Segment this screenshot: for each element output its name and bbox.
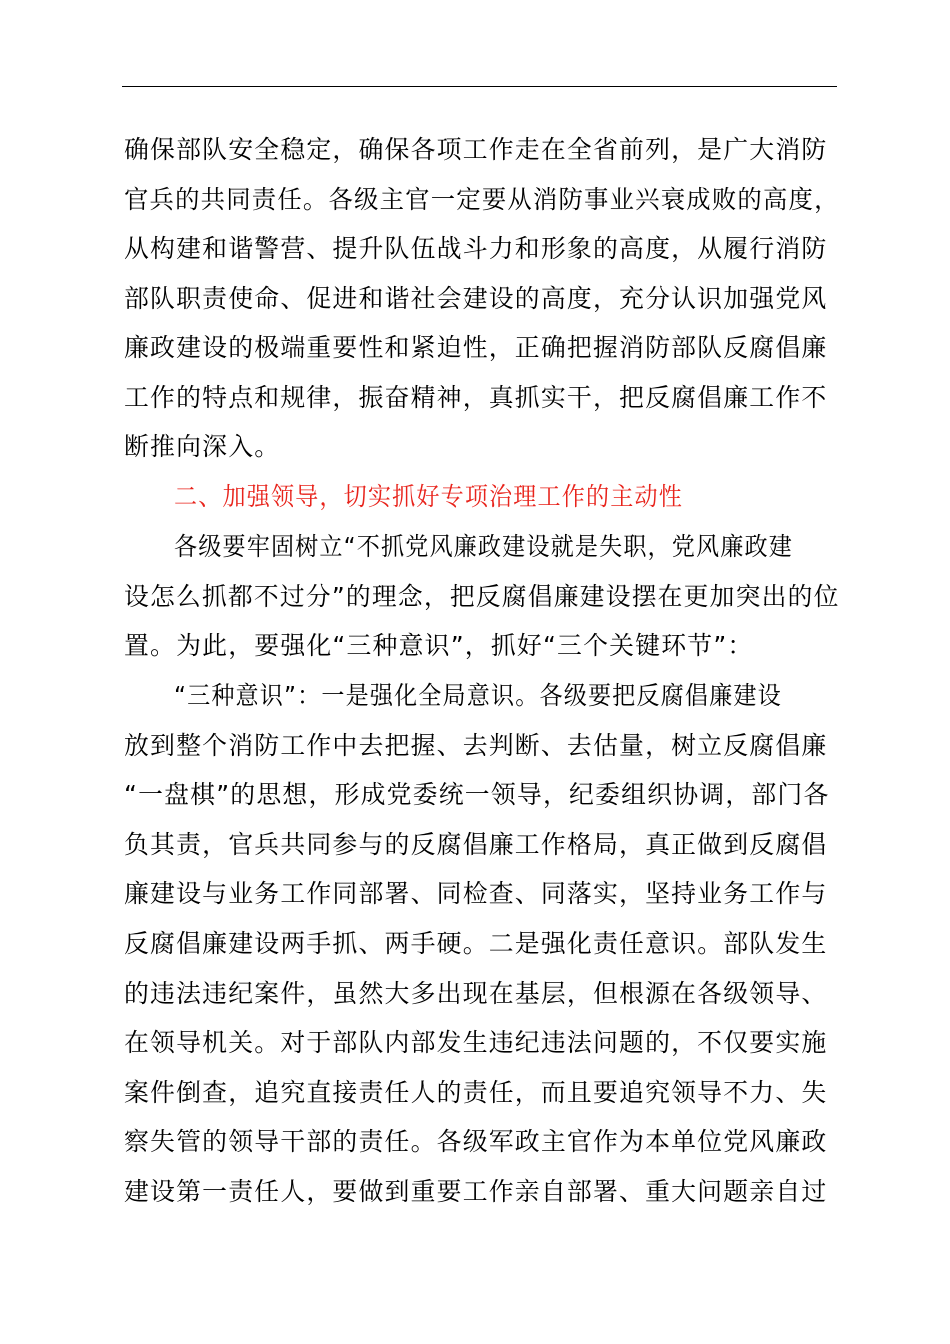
text-line: 设怎么抓都不过分”的理念，把反腐倡廉建设摆在更加突出的位 bbox=[124, 582, 840, 611]
text-line: 各级要牢固树立“不抓党风廉政建设就是失职，党风廉政建 bbox=[174, 532, 793, 561]
section-heading: 二、加强领导，切实抓好专项治理工作的主动性 bbox=[174, 482, 683, 511]
text-line: 在领导机关。对于部队内部发生违纪违法问题的，不仅要实施 bbox=[124, 1028, 828, 1057]
header-rule bbox=[122, 86, 837, 87]
text-line: 放到整个消防工作中去把握、去判断、去估量，树立反腐倡廉 bbox=[124, 731, 828, 760]
text-line: 廉政建设的极端重要性和紧迫性，正确把握消防部队反腐倡廉 bbox=[124, 333, 828, 362]
text-line: 确保部队安全稳定，确保各项工作走在全省前列，是广大消防 bbox=[124, 135, 828, 164]
text-line: 置。为此，要强化“三种意识”，抓好“三个关键环节”： bbox=[124, 631, 754, 660]
text-line: “三种意识”：一是强化全局意识。各级要把反腐倡廉建设 bbox=[174, 681, 782, 710]
text-line: 案件倒查，追究直接责任人的责任，而且要追究领导不力、失 bbox=[124, 1078, 828, 1107]
text-line: 工作的特点和规律，振奋精神，真抓实干，把反腐倡廉工作不 bbox=[124, 383, 828, 412]
text-line: 的违法违纪案件，虽然大多出现在基层，但根源在各级领导、 bbox=[124, 979, 828, 1008]
text-line: 断推向深入。 bbox=[124, 432, 281, 461]
text-line: 负其责，官兵共同参与的反腐倡廉工作格局，真正做到反腐倡 bbox=[124, 830, 828, 859]
text-line: 廉建设与业务工作同部署、同检查、同落实，坚持业务工作与 bbox=[124, 879, 828, 908]
text-line: 建设第一责任人，要做到重要工作亲自部署、重大问题亲自过 bbox=[124, 1177, 828, 1206]
text-line: 察失管的领导干部的责任。各级军政主官作为本单位党风廉政 bbox=[124, 1127, 828, 1156]
text-line: 官兵的共同责任。各级主官一定要从消防事业兴衰成败的高度， bbox=[124, 185, 840, 214]
text-line: 从构建和谐警营、提升队伍战斗力和形象的高度，从履行消防 bbox=[124, 234, 828, 263]
text-line: 部队职责使命、促进和谐社会建设的高度，充分认识加强党风 bbox=[124, 284, 828, 313]
text-line: “一盘棋”的思想，形成党委统一领导，纪委组织协调，部门各 bbox=[124, 780, 830, 809]
text-line: 反腐倡廉建设两手抓、两手硬。二是强化责任意识。部队发生 bbox=[124, 929, 828, 958]
